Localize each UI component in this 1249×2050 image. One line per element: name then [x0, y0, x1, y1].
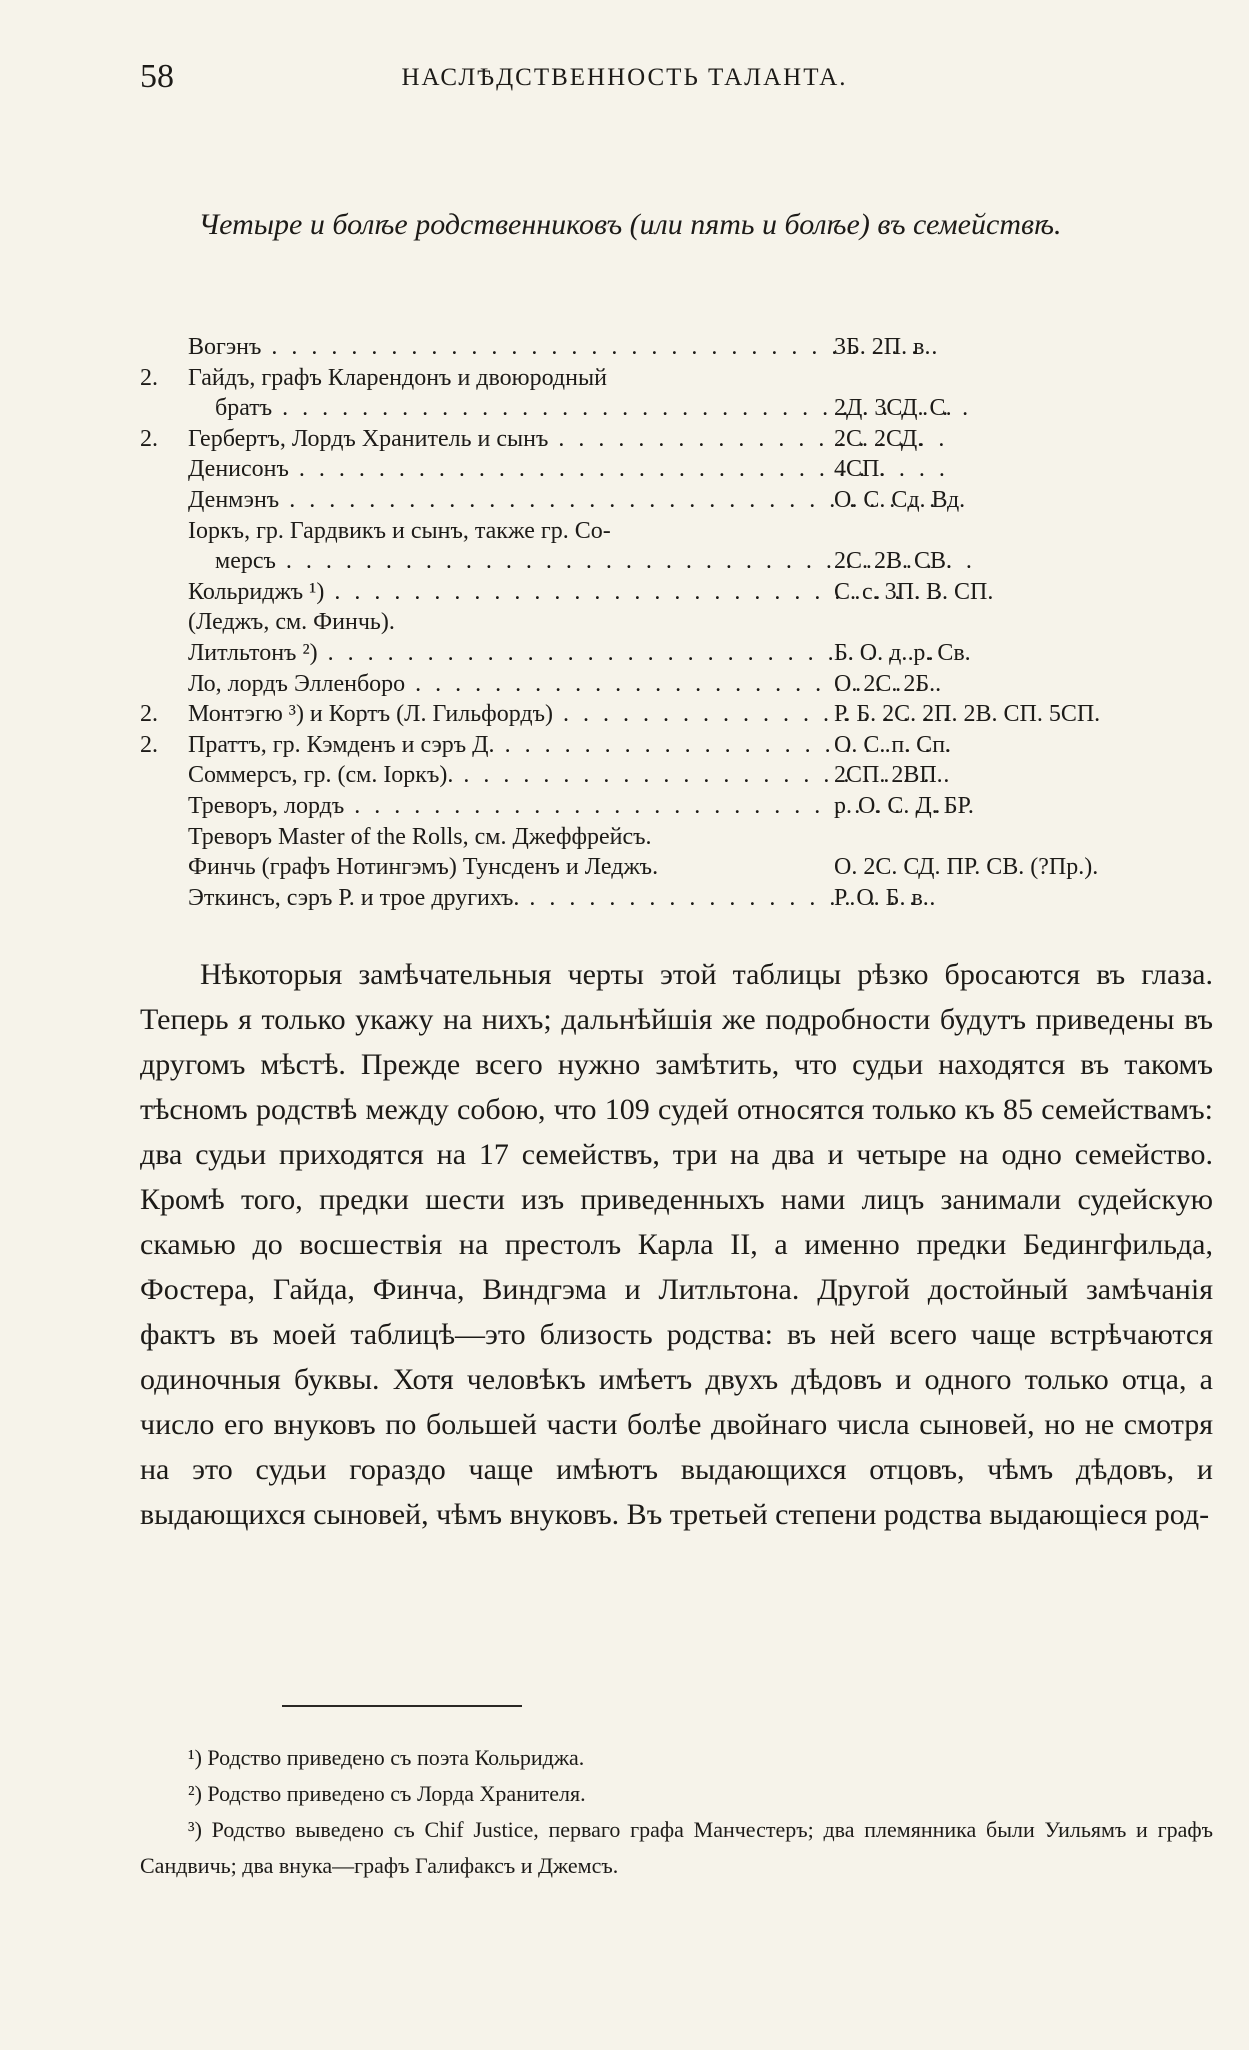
row-number: 2. [140, 364, 158, 391]
row-name: Финчь (графъ Нотингэмъ) Тунсденъ и Леджъ. [188, 854, 659, 881]
row-name: Ло, лордъ Элленборо . . . [188, 669, 948, 700]
row-name: Денмэнъ . . . [188, 485, 948, 516]
row-relations: 2Д. 3СД. С. [834, 395, 952, 422]
row-name: мерсъ . . . [215, 546, 975, 577]
row-relations: О. 2С. СД. ПР. СВ. (?Пр.). [834, 854, 1099, 881]
row-name: Соммерсъ, гр. (см. Іоркъ). . . . [188, 760, 948, 791]
row-relations: С. с. 3П. В. СП. [834, 578, 994, 605]
row-number: 2. [140, 425, 158, 452]
row-name: (Леджъ, см. Финчь). [188, 609, 395, 636]
footnote: ¹) Родство приведено съ поэта Кольриджа. [188, 1745, 585, 1770]
table-row [140, 730, 1230, 761]
row-name: Гербертъ, Лордъ Хранитель и сынъ . . . [188, 424, 948, 455]
table-row [140, 485, 1230, 516]
row-relations: 2С. 2В. СВ. [834, 548, 953, 575]
row-relations: Б. О. д. р. Св. [834, 639, 971, 666]
row-name: Денисонъ . . . [188, 454, 948, 485]
row-name: Іоркъ, гр. Гардвикъ и сынъ, также гр. Со- [188, 517, 611, 544]
row-name: Литльтонъ ²) . . . [188, 638, 948, 669]
footnote: ²) Родство приведено съ Лорда Хранителя. [188, 1781, 586, 1806]
table-row [140, 546, 1230, 577]
row-name: Монтэгю ³) и Кортъ (Л. Гильфордъ) . . . [188, 699, 948, 730]
row-relations: Р. О. Б. в. [834, 884, 929, 911]
table-row [140, 424, 1230, 455]
row-relations: 4СП. [834, 456, 886, 483]
row-name: Треворъ, лордъ . . . [188, 791, 948, 822]
running-title: НАСЛѢДСТВЕННОСТЬ ТАЛАНТА. [401, 64, 848, 91]
body-paragraph: Нѣкоторыя замѣчательныя черты этой таблицы рѣзко бросаются въ глаза. Теперь я только укажу на нихъ; дальнѣйшія же подробности будутъ приведены въ другомъ мѣстѣ. Прежде всего нужно замѣтить, что судьи находятся въ такомъ тѣсномъ родствѣ между собою, что 109 судей относятся только къ 85 семействамъ: два судьи приходятся на 17 семействъ, три на два и четыре на одно семейство. Кромѣ того, предки шести изъ приведенныхъ нами лицъ занимали судейскую скамью до восшествія на престолъ Карла II, а именно предки Бедингфильда, Фостера, Гайда, Финча, Виндгэма и Литльтона. Другой достойный замѣчанія фактъ въ моей таблицѣ—это близость родства: въ ней всего чаще встрѣчаются одиночныя буквы. Хотя человѣкъ имѣетъ двухъ дѣдовъ и одного только отца, а число его внуковъ по большей части болѣе двойнаго числа сыновей, но не смотря на это судьи гораздо чаще имѣютъ выдающихся отцовъ, чѣмъ дѣдовъ, и выдающихся сыновей, чѣмъ внуковъ. Въ третьей степени родства выдающіеся род- [140, 958, 1213, 1531]
table-row [140, 852, 1230, 883]
table-row [140, 363, 1230, 394]
row-relations: О. С. Сд. Вд. [834, 486, 966, 513]
row-relations: О. С. п. Сп. [834, 731, 952, 758]
section-title: Четыре и болѣе родственниковъ (или пять и болѣе) въ семействѣ. [198, 208, 1062, 241]
row-relations: Р. Б. 2С. 2П. 2В. СП. 5СП. [834, 701, 1101, 728]
table-row [140, 516, 1230, 547]
table-row [140, 638, 1230, 669]
footnote-rule [282, 1705, 522, 1707]
row-name: Вогэнъ . . . [188, 332, 948, 363]
relatives-table [140, 332, 1230, 913]
row-name: Кольриджъ ¹) . . . [188, 577, 948, 608]
row-relations: 3Б. 2П. в. [834, 334, 931, 360]
row-relations: 2СП. 2ВП. [834, 762, 943, 789]
row-relations: О. 2С. 2Б. [834, 670, 936, 697]
table-row [140, 791, 1230, 822]
table-row [140, 760, 1230, 791]
row-number: 2. [140, 731, 158, 758]
row-name: Эткинсъ, сэръ Р. и трое другихъ. . . . [188, 883, 948, 914]
row-name: Гайдъ, графъ Кларендонъ и двоюродный [188, 364, 607, 391]
running-head [140, 58, 1109, 108]
page-number: 58 [140, 58, 174, 95]
table-row [140, 669, 1230, 700]
footnotes [140, 1740, 1213, 1884]
table-row [140, 607, 1230, 638]
table-row [140, 883, 1230, 914]
table-row [140, 577, 1230, 608]
footnote: ³) Родство выведено съ Chif Justice, перваго графа Манчестеръ; два племянника были Уильямъ и графъ Сандвичь; два внука—графъ Галифаксъ и Джемсъ. [140, 1817, 1213, 1878]
table-row [140, 332, 1230, 363]
row-relations: р. О. С. Д. БР. [834, 792, 974, 819]
row-name: Праттъ, гр. Кэмденъ и сэръ Д. . . . [188, 730, 948, 761]
table-row [140, 454, 1230, 485]
row-number: 2. [140, 701, 158, 728]
row-relations: 2С. 2СД. [834, 425, 924, 452]
row-name: Треворъ Master of the Rolls, см. Джеффрейсъ. [188, 823, 652, 850]
table-row [140, 699, 1230, 730]
table-row [140, 393, 1230, 424]
table-row [140, 822, 1230, 853]
row-name: братъ . . . [215, 393, 975, 424]
